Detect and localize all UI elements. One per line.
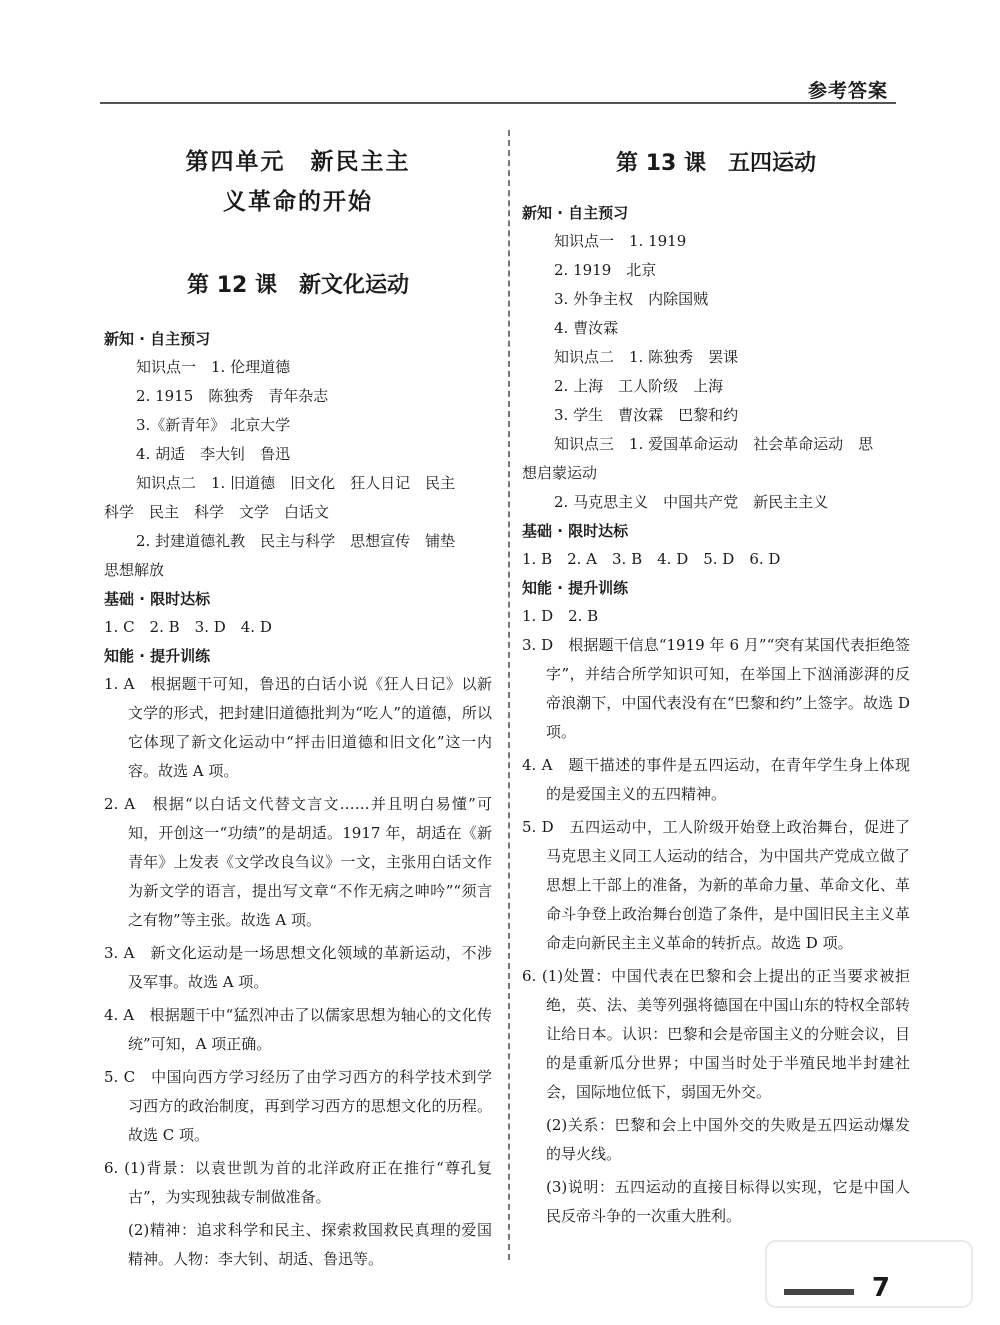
answer-line: 思想解放 — [104, 561, 165, 579]
answer-line: 想启蒙运动 — [522, 464, 598, 482]
answer-line: 4. 胡适 李大钊 鲁迅 — [136, 445, 291, 463]
answer-line: 3. 外争主权 内除国贼 — [554, 290, 709, 308]
answer-line: 知识点一 1. 伦理道德 — [136, 358, 291, 376]
answer-line: 1. B 2. A 3. B 4. D 5. D 6. D — [522, 550, 781, 568]
header-rule — [100, 102, 896, 104]
answer-line: 3.《新青年》 北京大学 — [136, 416, 291, 434]
question-answer: 6. (1)处置：中国代表在巴黎和会上提出的正当要求被拒绝，英、法、美等列强将德国在中国山东的特权全部转让给日本。认识：巴黎和会是帝国主义的分赃会议，目的是重新瓜分世界；中国当时处于半殖民地半封建社会，国际地位低下，弱国无外交。 — [522, 967, 910, 1101]
answer-line: 1. D 2. B — [522, 607, 599, 625]
question-answer: (2)关系：巴黎和会上中国外交的失败是五四运动爆发的导火线。 — [546, 1116, 910, 1163]
answer-line: 2. 上海 工人阶级 上海 — [554, 377, 724, 395]
question-answer: 3. D 根据题干信息“1919 年 6 月”“突有某国代表拒绝签字”，并结合所学知识可知，在举国上下汹涌澎湃的反帝浪潮下，中国代表没有在“巴黎和约”上签字。故选 D 项。 — [522, 636, 910, 741]
left-column — [104, 130, 492, 1278]
answer-line: 4. 曹汝霖 — [554, 319, 619, 337]
lesson-title: 第 12 课 新文化运动 — [187, 273, 409, 298]
question-answer: 4. A 根据题干中“猛烈冲击了以儒家思想为轴心的文化传统”可知，A 项正确。 — [104, 1006, 492, 1053]
question-answer: 4. A 题干描述的事件是五四运动，在青年学生身上体现的是爱国主义的五四精神。 — [522, 756, 910, 803]
question-answer: 2. A 根据“以白话文代替文言文……并且明白易懂”可知，开创这一“功绩”的是胡适。1917 年，胡适在《新青年》上发表《文学改良刍议》一文，主张用白话文作为新文学的语言，提出写文章“不作无病之呻吟”“须言之有物”等主张。故选 A 项。 — [104, 795, 492, 929]
answer-line: 2. 1919 北京 — [554, 261, 657, 279]
section-heading: 知能 · 提升训练 — [522, 579, 629, 597]
answer-line: 2. 封建道德礼教 民主与科学 思想宣传 铺垫 — [136, 532, 456, 550]
section-heading: 知能 · 提升训练 — [104, 647, 211, 665]
question-answer: 1. A 根据题干可知，鲁迅的白话小说《狂人日记》以新文学的形式，把封建旧道德批判为“吃人”的道德，所以它体现了新文化运动中“抨击旧道德和旧文化”这一内容。故选 A 项。 — [104, 675, 492, 780]
unit-title-line-1: 第四单元 新民主主 — [185, 148, 411, 175]
question-answer: (2)精神：追求科学和民主、探索救国救民真理的爱国精神。人物：李大钊、胡适、鲁迅等。 — [128, 1221, 492, 1268]
answer-line: 2. 1915 陈独秀 青年杂志 — [136, 387, 329, 405]
unit-title-line-2: 义革命的开始 — [223, 188, 373, 215]
answer-line: 知识点一 1. 1919 — [554, 232, 687, 250]
right-column — [522, 130, 910, 1235]
question-answer: 5. D 五四运动中，工人阶级开始登上政治舞台，促进了马克思主义同工人运动的结合，为中国共产党成立做了思想上干部上的准备，为新的革命力量、革命文化、革命斗争登上政治舞台创造了条件，是中国旧民主主义革命走向新民主主义革命的转折点。故选 D 项。 — [522, 818, 910, 952]
watermark-logo — [764, 1239, 974, 1309]
lesson-title: 第 13 课 五四运动 — [616, 151, 816, 176]
answer-line: 知识点二 1. 陈独秀 罢课 — [554, 348, 739, 366]
column-divider — [508, 130, 510, 1260]
answer-line: 知识点二 1. 旧道德 旧文化 狂人日记 民主 — [136, 474, 456, 492]
answer-line: 3. 学生 曹汝霖 巴黎和约 — [554, 406, 739, 424]
section-heading: 新知 · 自主预习 — [104, 330, 211, 348]
answer-line: 2. 马克思主义 中国共产党 新民主主义 — [554, 493, 829, 511]
question-answer: 6. (1)背景：以袁世凯为首的北洋政府正在推行“尊孔复古”，为实现独裁专制做准备。 — [104, 1159, 492, 1206]
section-heading: 基础 · 限时达标 — [104, 590, 211, 608]
question-answer: (3)说明：五四运动的直接目标得以实现，它是中国人民反帝斗争的一次重大胜利。 — [546, 1178, 910, 1225]
section-heading: 新知 · 自主预习 — [522, 204, 629, 222]
question-answer: 3. A 新文化运动是一场思想文化领域的革新运动，不涉及军事。故选 A 项。 — [104, 944, 492, 991]
header-label: 参考答案 — [807, 80, 888, 102]
answer-line: 1. C 2. B 3. D 4. D — [104, 618, 272, 636]
section-heading: 基础 · 限时达标 — [522, 522, 629, 540]
page-number: 7 — [871, 1273, 890, 1303]
answer-line: 科学 民主 科学 文学 白话文 — [104, 503, 330, 521]
answer-line: 知识点三 1. 爱国革命运动 社会革命运动 思 — [554, 435, 874, 453]
question-answer: 5. C 中国向西方学习经历了由学习西方的科学技术到学习西方的政治制度，再到学习西方的思想文化的历程。故选 C 项。 — [104, 1068, 492, 1144]
